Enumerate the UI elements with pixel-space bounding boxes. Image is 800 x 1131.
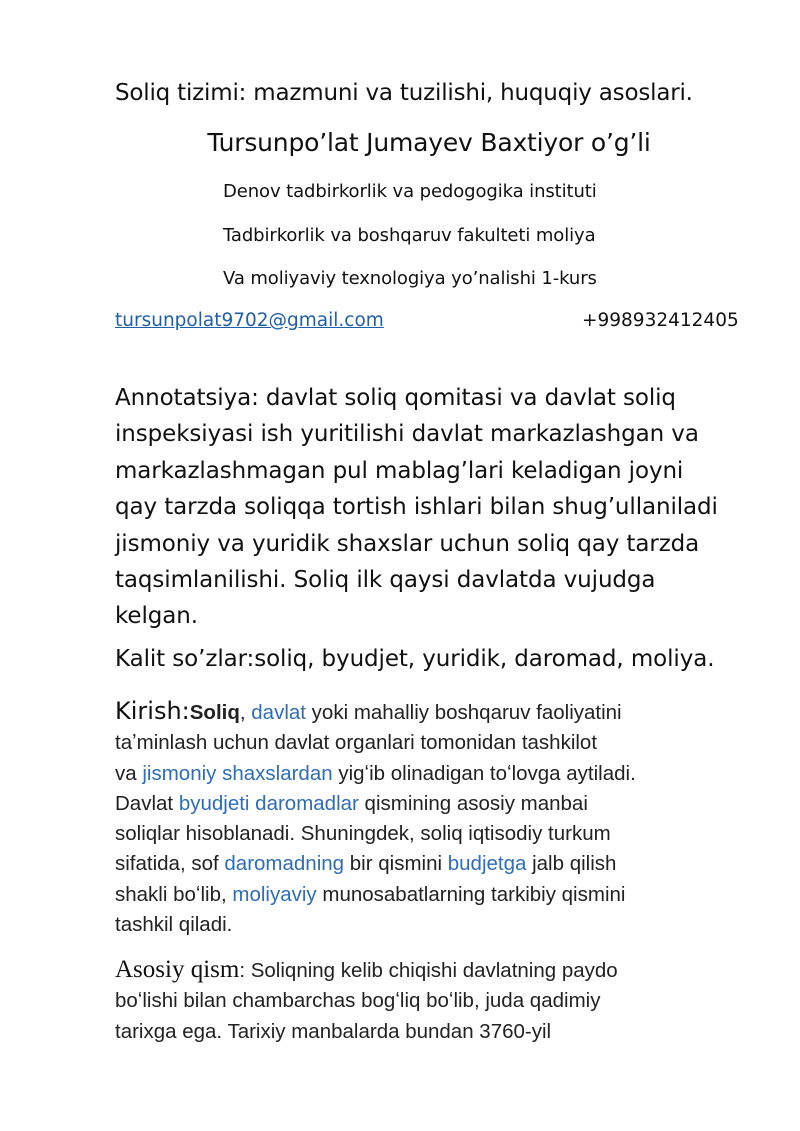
keywords-line: Kalit so’zlar:soliq, byudjet, yuridik, daromad, moliya. — [115, 646, 715, 672]
annotation-line: Annotatsiya: davlat soliq qomitasi va davlat soliq — [115, 385, 676, 411]
intro-text: sifatida, sof — [115, 852, 225, 876]
annotation-line: qay tarzda soliqqa tortish ishlari bilan shug’ullaniladi — [115, 494, 718, 521]
link-jismoniy-shaxslardan[interactable]: jismoniy shaxslardan — [142, 761, 333, 785]
main-line — [115, 955, 755, 986]
annotation-line: jismoniy va yuridik shaxslar uchun soliq qay tarzda — [115, 530, 700, 557]
intro-text: va — [115, 761, 143, 785]
intro-text: munosabatlarning tarkibiy qismini — [316, 882, 626, 906]
intro-text: , — [239, 701, 252, 724]
document-title: Soliq tizimi: mazmuni va tuzilishi, huquqiy asoslari. — [115, 80, 693, 106]
intro-text: jalb qilish — [526, 852, 617, 876]
link-davlat[interactable]: davlat — [251, 701, 306, 724]
email-link[interactable]: tursunpolat9702@gmail.com — [115, 310, 384, 331]
main-line: tarixga ega. Tarixiy manbalarda bundan 3760-yil — [115, 1019, 552, 1043]
annotation-line: markazlashmagan pul mablag’lari keladigan joyni — [115, 457, 684, 484]
annotation-paragraph — [115, 380, 755, 635]
intro-line — [115, 849, 755, 879]
intro-line: taʼminlash uchun davlat organlari tomonidan tashkilot — [115, 731, 598, 755]
affiliation-line-3: Va moliyaviy texnologiya yo’nalishi 1-kurs — [223, 268, 597, 289]
intro-text: qismining asosiy manbai — [358, 791, 588, 815]
author-name: Tursunpo’lat Jumayev Baxtiyor o’g’li — [207, 128, 651, 157]
phone-number: +998932412405 — [582, 310, 739, 331]
intro-paragraph — [115, 696, 755, 940]
link-daromadning[interactable]: daromadning — [224, 852, 345, 876]
intro-text: yoki mahalliy boshqaruv faoliyatini — [305, 701, 622, 724]
link-byudjeti-daromadlar[interactable]: byudjeti daromadlar — [178, 791, 359, 815]
intro-text: Davlat — [115, 791, 179, 815]
link-budjetga[interactable]: budjetga — [447, 852, 527, 876]
main-text: : Soliqning kelib chiqishi davlatning paydo — [239, 959, 618, 982]
intro-line — [115, 789, 755, 819]
main-heading: Asosiy qism — [115, 956, 240, 983]
main-line: boʻlishi bilan chambarchas bogʻliq boʻlib, juda qadimiy — [115, 989, 601, 1013]
annotation-line: kelgan. — [115, 603, 198, 630]
intro-text: bir qismini — [344, 852, 448, 876]
intro-line — [115, 696, 755, 728]
intro-text: shakli boʻlib, — [115, 882, 233, 906]
term-soliq: Soliq — [189, 701, 240, 724]
annotation-line: inspeksiyasi ish yuritilishi davlat markazlashgan va — [115, 421, 699, 448]
affiliation-line-2: Tadbirkorlik va boshqaruv fakulteti moliya — [223, 225, 596, 246]
intro-line — [115, 880, 755, 910]
annotation-line: taqsimlanilishi. Soliq ilk qaysi davlatda vujudga — [115, 567, 656, 594]
affiliation-line-1: Denov tadbirkorlik va pedogogika instituti — [223, 181, 597, 202]
intro-line — [115, 759, 755, 789]
intro-line: tashkil qiladi. — [115, 913, 233, 937]
intro-heading: Kirish: — [115, 697, 190, 725]
main-paragraph — [115, 955, 755, 1047]
intro-text: yigʻib olinadigan toʻlovga aytiladi. — [332, 761, 636, 785]
intro-line: soliqlar hisoblanadi. Shuningdek, soliq iqtisodiy turkum — [115, 822, 611, 846]
link-moliyaviy[interactable]: moliyaviy — [232, 882, 317, 906]
